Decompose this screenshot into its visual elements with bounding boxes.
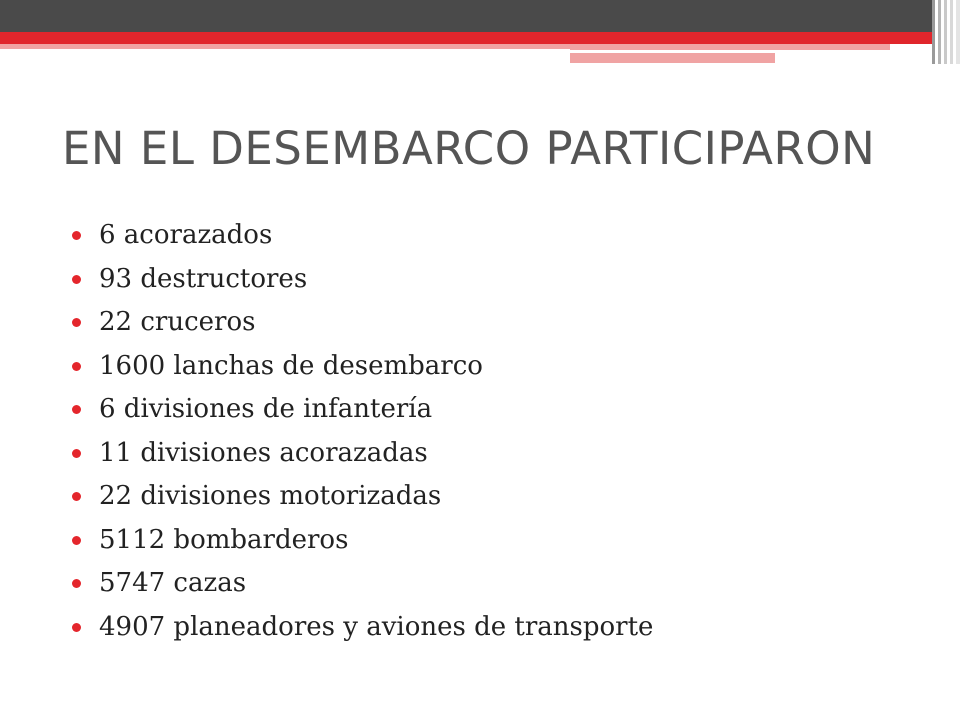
bullet-dot-icon	[72, 405, 81, 414]
bullet-dot-icon	[72, 536, 81, 545]
bullet-item	[72, 606, 653, 650]
bullet-item	[72, 258, 653, 302]
bullet-text: 4907 planeadores y aviones de transporte	[99, 611, 654, 642]
bullet-dot-icon	[72, 362, 81, 371]
bullet-dot-icon	[72, 492, 81, 501]
bullet-item	[72, 432, 653, 476]
bullet-text: 5747 cazas	[99, 568, 247, 598]
bullet-item	[72, 475, 653, 519]
bullet-item	[72, 562, 653, 606]
slide-title: EN EL DESEMBARCO PARTICIPARON	[62, 122, 876, 175]
header-corner-stripes	[932, 0, 960, 64]
header-red-band	[0, 32, 935, 44]
bullet-text: 6 acorazados	[99, 220, 273, 250]
bullet-dot-icon	[72, 579, 81, 588]
bullet-text: 22 cruceros	[99, 307, 256, 337]
bullet-dot-icon	[72, 275, 81, 284]
bullet-item	[72, 214, 653, 258]
bullet-item	[72, 519, 653, 563]
header-pink-band-left	[0, 44, 570, 49]
bullet-text: 5112 bombarderos	[99, 524, 349, 555]
bullet-item	[72, 301, 653, 345]
header-dark-band	[0, 0, 960, 32]
bullet-list	[72, 214, 653, 649]
header-pink-band-lower	[570, 53, 775, 63]
bullet-text: 93 destructores	[99, 263, 308, 294]
bullet-dot-icon	[72, 449, 81, 458]
bullet-text: 1600 lanchas de desembarco	[99, 350, 483, 381]
bullet-dot-icon	[72, 623, 81, 632]
bullet-item	[72, 388, 653, 432]
header-pink-band-right	[570, 44, 890, 50]
bullet-item	[72, 345, 653, 389]
bullet-text: 11 divisiones acorazadas	[99, 437, 428, 468]
bullet-text: 22 divisiones motorizadas	[99, 481, 442, 511]
bullet-dot-icon	[72, 318, 81, 327]
bullet-dot-icon	[72, 231, 81, 240]
bullet-text: 6 divisiones de infantería	[99, 394, 433, 424]
